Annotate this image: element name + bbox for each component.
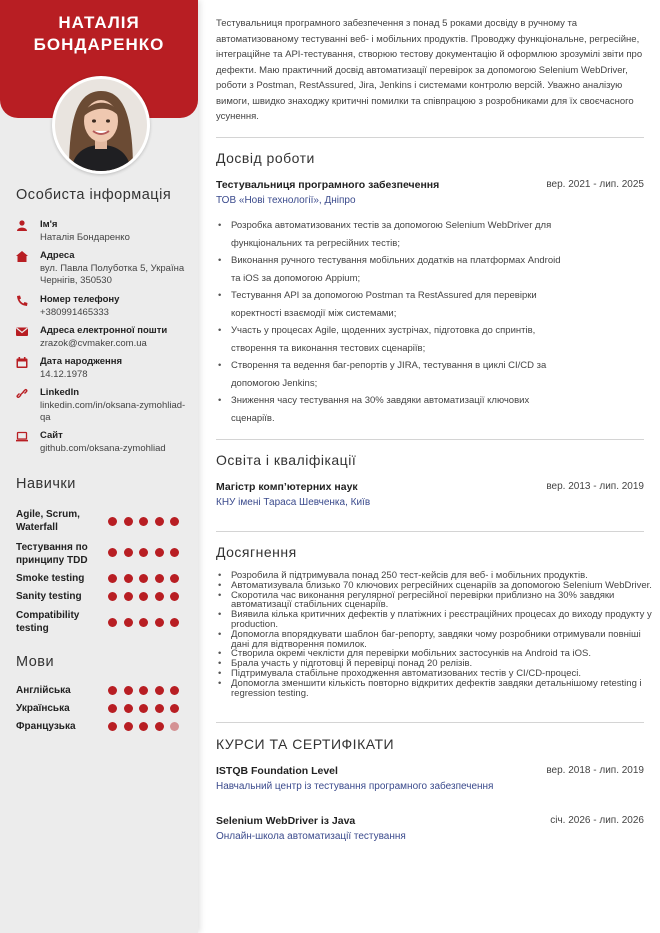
course-date: січ. 2026 - лип. 2026: [550, 815, 644, 826]
rating-dot-filled: [170, 704, 179, 713]
rating-dot-filled: [170, 686, 179, 695]
profile-summary: Тестувальниця програмного забезпечення з понад 5 роками досвіду в ручному та автоматизованому тестуванні веб- і мобільних продуктів. Проводжу функціональне, регресійне, інтеграційне та API-тестування, створюю тестову документацію й оформлюю зрозумілі звіти про дефекти. Маю практичний досвід автоматизації перевірок за допомогою Selenium WebDriver, роботи з Postman, RestAssured, Jira, Jenkins і системами контролю версій. Уважно аналізую вимоги, швидко знаходжу критичні помилки та співпрацюю з розробниками для їх своєчасного усунення.: [216, 18, 643, 122]
list-item: • Розробила й підтримувала понад 250 тест-кейсів для веб- і мобільних продуктів.: [231, 571, 659, 581]
courses-title: КУРСИ ТА СЕРТИФІКАТИ: [216, 736, 395, 752]
info-value: Наталія Бондаренко: [40, 232, 130, 243]
rating-dot-filled: [170, 517, 179, 526]
rating-dot-filled: [139, 574, 148, 583]
info-label: Ім'я: [40, 219, 58, 230]
rating-dot-filled: [124, 592, 133, 601]
profile-photo: [52, 76, 150, 174]
course-provider: Навчальний центр із тестування програмного забезпечення: [216, 781, 494, 792]
list-item: • Допомогла впорядкувати шаблон баг-репорту, завдяки чому розробники отримували повніші дані для відтворення помилок.: [231, 630, 659, 650]
achievements-list: [216, 571, 659, 698]
achievements-title: Досягнення: [216, 544, 297, 560]
mail-icon: [16, 326, 28, 337]
education-date: вер. 2013 - лип. 2019: [546, 481, 644, 492]
rating-dot-filled: [139, 722, 148, 731]
job-company: ТОВ «Нові технології», Дніпро: [216, 195, 356, 206]
list-item: • Виконання ручного тестування мобільних додатків на платформах Android та iOS за допомогою Appium;: [231, 252, 561, 287]
language-name: Французька: [16, 721, 76, 732]
course-date: вер. 2018 - лип. 2019: [546, 765, 644, 776]
rating-dot-filled: [124, 574, 133, 583]
info-value[interactable]: github.com/oksana-zymohliad: [40, 443, 166, 454]
personal-info-title: Особиста інформація: [16, 187, 172, 203]
rating-dot-filled: [155, 618, 164, 627]
rating-dot-filled: [108, 722, 117, 731]
rating-dot-filled: [170, 548, 179, 557]
laptop-icon: [16, 431, 28, 442]
rating-dot-filled: [124, 517, 133, 526]
calendar-icon: [16, 357, 28, 368]
rating-dot-filled: [108, 686, 117, 695]
rating-dot-filled: [170, 592, 179, 601]
info-label: LinkedIn: [40, 387, 80, 398]
skill-name: Sanity testing: [16, 591, 82, 602]
list-item: • Створила окремі чеклісти для перевірки мобільних застосунків на Android та iOS.: [231, 649, 659, 659]
skills-title: Навички: [16, 476, 76, 492]
divider: [216, 439, 644, 440]
info-value: zrazok@cvmaker.com.ua: [40, 338, 147, 349]
divider: [216, 531, 644, 532]
rating-dot-filled: [139, 592, 148, 601]
rating-dot-filled: [139, 548, 148, 557]
list-item: • Допомогла зменшити кількість повторно відкритих дефектів завдяки детальнішому retesting і regression testing.: [231, 679, 659, 699]
rating-dot-empty: [170, 722, 179, 731]
language-name: Українська: [16, 703, 70, 714]
list-item: • Створення та ведення баг-репортів у JIRA, тестування в циклі CI/CD за допомогою Jenkins;: [231, 357, 561, 392]
rating-dot-filled: [155, 517, 164, 526]
skill-name: Agile, Scrum, Waterfall: [16, 509, 80, 533]
skill-name: Smoke testing: [16, 573, 85, 584]
rating-dot-filled: [155, 722, 164, 731]
phone-icon: [16, 295, 28, 306]
list-item: • Виявила кілька критичних дефектів у платіжних і реєстраційних процесах до виходу продукту у production.: [231, 610, 659, 630]
language-name: Англійська: [16, 685, 71, 696]
rating-dot-filled: [139, 704, 148, 713]
rating-dot-filled: [108, 618, 117, 627]
course-name: Selenium WebDriver із Java: [216, 815, 356, 827]
info-value[interactable]: linkedin.com/in/oksana-zymohliad-qa: [40, 400, 186, 423]
list-item: • Підтримувала стабільне проходження автоматизованих тестів у CI/CD-процесі.: [231, 669, 659, 679]
rating-dot-filled: [155, 704, 164, 713]
info-value: вул. Павла Полуботка 5, Україна Чернігів, 350530: [40, 263, 185, 286]
name-first: НАТАЛІЯ: [58, 13, 140, 32]
list-item: • Участь у процесах Agile, щоденних зустрічах, підготовка до спринтів, створення та виконання тестових сценаріїв;: [231, 322, 561, 357]
name-last: БОНДАРЕНКО: [33, 35, 165, 54]
course-name: ISTQB Foundation Level: [216, 765, 338, 777]
list-item: • Зниження часу тестування на 30% завдяки автоматизації ключових сценаріїв.: [231, 392, 561, 427]
rating-dot-filled: [124, 722, 133, 731]
university: КНУ імені Тараса Шевченка, Київ: [216, 497, 371, 508]
home-icon: [16, 251, 28, 262]
rating-dot-filled: [108, 574, 117, 583]
skill-name: Compatibility testing: [16, 610, 80, 634]
rating-dot-filled: [124, 618, 133, 627]
experience-title: Досвід роботи: [216, 150, 315, 166]
rating-dot-filled: [108, 517, 117, 526]
languages-title: Мови: [16, 654, 55, 670]
rating-dot-filled: [124, 686, 133, 695]
candidate-name: [0, 12, 198, 56]
list-item: • Автоматизувала близько 70 ключових регресійних сценаріїв за допомогою Selenium WebDriver.: [231, 581, 659, 591]
rating-dot-filled: [155, 548, 164, 557]
divider: [216, 137, 644, 138]
rating-dot-filled: [139, 618, 148, 627]
list-item: • Брала участь у підготовці й перевірці понад 20 релізів.: [231, 659, 659, 669]
job-title: Тестувальниця програмного забезпечення: [216, 179, 440, 191]
rating-dot-filled: [108, 548, 117, 557]
person-icon: [16, 220, 28, 231]
rating-dot-filled: [124, 704, 133, 713]
info-value: 14.12.1978: [40, 369, 88, 380]
info-value: +380991465333: [40, 307, 109, 318]
job-date: вер. 2021 - лип. 2025: [546, 179, 644, 190]
rating-dot-filled: [170, 618, 179, 627]
rating-dot-filled: [155, 574, 164, 583]
rating-dot-filled: [155, 686, 164, 695]
rating-dot-filled: [170, 574, 179, 583]
degree-title: Магістр комп’ютерних наук: [216, 481, 358, 493]
list-item: • Розробка автоматизованих тестів за допомогою Selenium WebDriver для функціональних та регресійних тестів;: [231, 217, 561, 252]
info-label: Дата народження: [40, 356, 123, 367]
rating-dot-filled: [139, 686, 148, 695]
info-label: Номер телефону: [40, 294, 120, 305]
rating-dot-filled: [124, 548, 133, 557]
education-title: Освіта і кваліфікації: [216, 452, 357, 468]
job-duties: [216, 217, 561, 427]
info-label: Сайт: [40, 430, 63, 441]
rating-dot-filled: [155, 592, 164, 601]
link-icon: [16, 388, 28, 399]
course-provider: Онлайн-школа автоматизації тестування: [216, 831, 406, 842]
list-item: • Тестування API за допомогою Postman та RestAssured для перевірки коректності взаємодії між системами;: [231, 287, 561, 322]
rating-dot-filled: [139, 517, 148, 526]
list-item: • Скоротила час виконання регулярної регресійної перевірки приблизно на 30% завдяки автоматизації стабільних сценаріїв.: [231, 591, 659, 611]
info-label: Адреса електронної пошти: [40, 325, 168, 336]
sidebar: [0, 0, 198, 933]
rating-dot-filled: [108, 592, 117, 601]
divider: [216, 722, 644, 723]
info-label: Адреса: [40, 250, 75, 261]
rating-dot-filled: [108, 704, 117, 713]
skill-name: Тестування по принципу TDD: [16, 542, 88, 566]
